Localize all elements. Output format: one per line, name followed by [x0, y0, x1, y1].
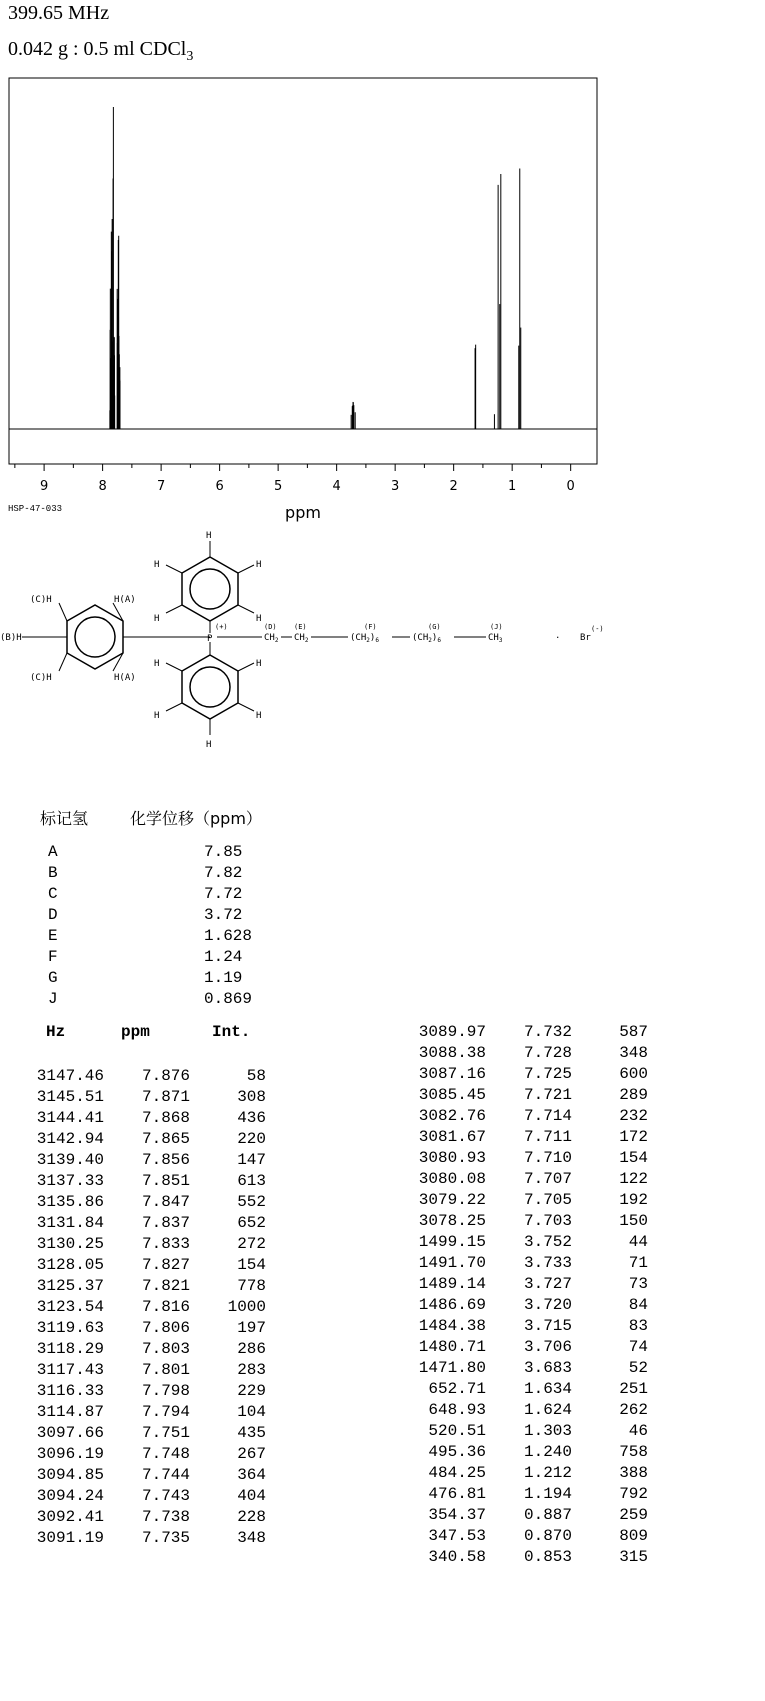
peak-int: 435 [237, 1424, 266, 1442]
peak-int: 84 [628, 1296, 648, 1314]
peak-hz: 3125.37 [36, 1277, 104, 1295]
positive-charge: (+) [215, 623, 228, 631]
peak-hz: 3088.38 [418, 1044, 486, 1062]
ch2-group-d: $CH_2$ [264, 633, 279, 644]
peak-row [18, 1487, 266, 1505]
peak-hz: 3135.86 [36, 1193, 104, 1211]
peak-hz: 3119.63 [36, 1319, 104, 1337]
phosphorus-atom: P [207, 634, 213, 644]
peak-row [18, 1298, 266, 1316]
shift-row-value: 7.72 [204, 885, 243, 903]
peak-row [18, 1529, 266, 1547]
peak-hz: 484.25 [428, 1464, 486, 1482]
spectrometer-frequency: 399.65 MHz [8, 2, 110, 24]
shift-row-value: 1.24 [204, 948, 243, 966]
peak-hz: 3131.84 [36, 1214, 104, 1232]
shift-row-label: G [48, 969, 58, 987]
peak-ppm: 7.744 [141, 1466, 190, 1484]
x-tick-label: 7 [156, 479, 166, 494]
peak-hz: 3082.76 [418, 1107, 486, 1125]
peak-row [400, 1422, 648, 1440]
peak-hz: 3139.40 [36, 1151, 104, 1169]
peak-hz: 3145.51 [36, 1088, 104, 1106]
peak-ppm: 1.624 [523, 1401, 572, 1419]
peak-row [18, 1235, 266, 1253]
h-atom: H [206, 740, 212, 750]
peak-int: 308 [237, 1088, 266, 1106]
peak-row [18, 1214, 266, 1232]
shift-row-label: C [48, 885, 58, 903]
peak-row [18, 1361, 266, 1379]
peak-ppm: 7.803 [141, 1340, 190, 1358]
h-label-c: (C)H [30, 595, 52, 605]
peak-hz: 3097.66 [36, 1424, 104, 1442]
peak-ppm: 7.833 [141, 1235, 190, 1253]
peak-row [400, 1212, 648, 1230]
peak-hz: 3078.25 [418, 1212, 486, 1230]
peak-hz: 652.71 [428, 1380, 486, 1398]
sample-description-subscript: 3 [186, 49, 194, 64]
peak-ppm: 7.751 [141, 1424, 190, 1442]
peak-int: 283 [237, 1361, 266, 1379]
peak-row [400, 1275, 648, 1293]
peak-row [400, 1464, 648, 1482]
peak-int: 229 [237, 1382, 266, 1400]
peak-int: 197 [237, 1319, 266, 1337]
peak-int: 220 [237, 1130, 266, 1148]
peak-ppm: 1.303 [523, 1422, 572, 1440]
peak-int: 1000 [227, 1298, 266, 1316]
shift-row-value: 0.869 [204, 990, 253, 1008]
peak-row [400, 1359, 648, 1377]
peak-int: 758 [619, 1443, 648, 1461]
peak-hz: 1471.80 [418, 1359, 486, 1377]
peak-hz: 1489.14 [418, 1275, 486, 1293]
peak-row [400, 1170, 648, 1188]
ion-pair-dot: . [555, 631, 561, 641]
peak-row [400, 1128, 648, 1146]
peak-ppm: 3.727 [523, 1275, 572, 1293]
peak-int: 652 [237, 1214, 266, 1232]
peak-ppm: 7.871 [141, 1088, 190, 1106]
nmr-spectrum-chart [0, 0, 765, 525]
peak-int: 267 [237, 1445, 266, 1463]
peak-int: 364 [237, 1466, 266, 1484]
peak-col-int-header: Int. [212, 1023, 251, 1041]
peak-ppm: 7.721 [523, 1086, 572, 1104]
h-atom: H [154, 711, 160, 721]
peak-int: 792 [619, 1485, 648, 1503]
peak-ppm: 1.240 [523, 1443, 572, 1461]
alkyl-chain [264, 623, 503, 644]
peak-int: 52 [628, 1359, 648, 1377]
spectrum-peaks-group [110, 107, 521, 429]
peak-ppm: 7.794 [141, 1403, 190, 1421]
chemical-structure [0, 525, 765, 790]
peak-int: 262 [619, 1401, 648, 1419]
peak-int: 192 [619, 1191, 648, 1209]
peak-row [18, 1151, 266, 1169]
peak-int: 232 [619, 1107, 648, 1125]
peak-ppm: 7.816 [141, 1298, 190, 1316]
peak-ppm: 7.837 [141, 1214, 190, 1232]
plot-frame [9, 78, 597, 464]
peak-hz: 3117.43 [36, 1361, 104, 1379]
peak-hz: 1499.15 [418, 1233, 486, 1251]
label-j: (J) [490, 623, 503, 631]
shift-row-label: E [48, 927, 58, 945]
peak-int: 388 [619, 1464, 648, 1482]
peak-hz: 476.81 [428, 1485, 486, 1503]
ch3-group-j: $CH_3$ [488, 633, 503, 644]
peak-int: 228 [237, 1508, 266, 1526]
peak-row [400, 1044, 648, 1062]
h-atom: H [206, 531, 212, 541]
phenyl-ring-bottom [154, 655, 261, 750]
peak-ppm: 7.748 [141, 1445, 190, 1463]
peak-ppm: 7.705 [523, 1191, 572, 1209]
h-label-a: H(A) [114, 595, 136, 605]
x-tick-label: 1 [508, 479, 517, 494]
peak-row [400, 1548, 648, 1566]
peak-row [400, 1380, 648, 1398]
peak-hz: 3079.22 [418, 1191, 486, 1209]
h-label-c: (C)H [30, 673, 52, 683]
peak-hz: 3080.93 [418, 1149, 486, 1167]
peak-hz: 3094.24 [36, 1487, 104, 1505]
peak-ppm: 7.821 [141, 1277, 190, 1295]
peak-int: 58 [246, 1067, 266, 1085]
peak-hz: 3114.87 [36, 1403, 104, 1421]
peak-ppm: 7.851 [141, 1172, 190, 1190]
shift-row-value: 7.85 [204, 843, 243, 861]
peak-hz: 3147.46 [36, 1067, 104, 1085]
h-atom: H [154, 614, 160, 624]
h-atom: H [256, 614, 262, 624]
label-d: (D) [264, 623, 277, 631]
peak-hz: 3123.54 [36, 1298, 104, 1316]
peak-ppm: 7.868 [141, 1109, 190, 1127]
bromide-ion: Br [580, 633, 591, 643]
peak-int: 122 [619, 1170, 648, 1188]
label-e: (E) [294, 623, 307, 631]
peak-ppm: 3.706 [523, 1338, 572, 1356]
peak-int: 172 [619, 1128, 648, 1146]
peak-ppm: 7.827 [141, 1256, 190, 1274]
peak-int: 46 [628, 1422, 648, 1440]
peak-row [18, 1445, 266, 1463]
peak-ppm: 7.710 [523, 1149, 572, 1167]
peak-row [400, 1296, 648, 1314]
peak-hz: 3085.45 [418, 1086, 486, 1104]
peak-col-hz-header: Hz [46, 1023, 66, 1041]
peak-ppm: 3.720 [523, 1296, 572, 1314]
peak-int: 600 [619, 1065, 648, 1083]
peak-int: 154 [619, 1149, 648, 1167]
shift-row-label: F [48, 948, 58, 966]
peak-int: 104 [237, 1403, 266, 1421]
peak-hz: 3130.25 [36, 1235, 104, 1253]
peak-int: 259 [619, 1506, 648, 1524]
peak-ppm: 3.715 [523, 1317, 572, 1335]
shift-row-label: A [48, 843, 58, 861]
peak-ppm: 3.733 [523, 1254, 572, 1272]
h-atom: H [154, 659, 160, 669]
x-tick-label: 9 [39, 479, 49, 494]
shift-row-label: B [48, 864, 58, 882]
label-f: (F) [364, 623, 377, 631]
peak-row [18, 1172, 266, 1190]
peak-int: 44 [628, 1233, 648, 1251]
peak-int: 150 [619, 1212, 648, 1230]
peak-hz: 347.53 [428, 1527, 486, 1545]
peak-int: 613 [237, 1172, 266, 1190]
shift-row-value: 1.628 [204, 927, 253, 945]
peak-row [400, 1485, 648, 1503]
peak-row [400, 1023, 648, 1041]
peak-ppm: 7.847 [141, 1193, 190, 1211]
peak-row [400, 1401, 648, 1419]
x-tick-label: 6 [215, 479, 224, 494]
peak-row [400, 1065, 648, 1083]
peak-hz: 3087.16 [418, 1065, 486, 1083]
peak-ppm: 7.865 [141, 1130, 190, 1148]
x-tick-label: 8 [98, 479, 107, 494]
peak-row [18, 1508, 266, 1526]
peak-ppm: 7.743 [141, 1487, 190, 1505]
peak-int: 71 [628, 1254, 648, 1272]
peak-ppm: 7.703 [523, 1212, 572, 1230]
peak-hz: 520.51 [428, 1422, 486, 1440]
peak-int: 809 [619, 1527, 648, 1545]
x-axis-ticks-group [9, 464, 597, 494]
peak-ppm: 7.801 [141, 1361, 190, 1379]
peak-hz: 3081.67 [418, 1128, 486, 1146]
peak-row [18, 1340, 266, 1358]
peak-row [18, 1382, 266, 1400]
peak-row [400, 1254, 648, 1272]
peak-hz: 3144.41 [36, 1109, 104, 1127]
peak-ppm: 7.806 [141, 1319, 190, 1337]
shift-row-label: D [48, 906, 58, 924]
peak-hz: 1486.69 [418, 1296, 486, 1314]
h-atom: H [256, 560, 262, 570]
peak-ppm: 3.683 [523, 1359, 572, 1377]
peak-row [400, 1317, 648, 1335]
h-atom: H [154, 560, 160, 570]
peak-int: 289 [619, 1086, 648, 1104]
peak-row [18, 1130, 266, 1148]
peak-hz: 648.93 [428, 1401, 486, 1419]
peak-int: 251 [619, 1380, 648, 1398]
peak-hz: 354.37 [428, 1506, 486, 1524]
label-g: (G) [428, 623, 441, 631]
peak-ppm: 7.732 [523, 1023, 572, 1041]
peak-ppm: 7.798 [141, 1382, 190, 1400]
peak-int: 348 [237, 1529, 266, 1547]
h-label-a: H(A) [114, 673, 136, 683]
peak-hz: 3080.08 [418, 1170, 486, 1188]
shift-table-shift-header: 化学位移（ppm） [130, 809, 262, 828]
peak-ppm: 7.728 [523, 1044, 572, 1062]
shift-row-value: 7.82 [204, 864, 243, 882]
peak-hz: 3116.33 [36, 1382, 104, 1400]
peak-hz: 1480.71 [418, 1338, 486, 1356]
peak-ppm: 0.853 [523, 1548, 572, 1566]
peak-int: 286 [237, 1340, 266, 1358]
peak-int: 436 [237, 1109, 266, 1127]
peak-row [18, 1277, 266, 1295]
peak-int: 404 [237, 1487, 266, 1505]
peak-hz: 3096.19 [36, 1445, 104, 1463]
peak-hz: 495.36 [428, 1443, 486, 1461]
peak-row [18, 1256, 266, 1274]
peak-ppm: 7.738 [141, 1508, 190, 1526]
negative-charge: (-) [591, 625, 604, 633]
peak-row [400, 1443, 648, 1461]
peak-int: 74 [628, 1338, 648, 1356]
peak-row [18, 1109, 266, 1127]
peak-int: 154 [237, 1256, 266, 1274]
peak-col-ppm-header: ppm [121, 1023, 150, 1041]
peak-ppm: 7.735 [141, 1529, 190, 1547]
h-label-b: (B)H [0, 633, 22, 643]
peak-hz: 3142.94 [36, 1130, 104, 1148]
peak-int: 348 [619, 1044, 648, 1062]
shift-row-value: 1.19 [204, 969, 243, 987]
peak-int: 552 [237, 1193, 266, 1211]
peak-row [18, 1424, 266, 1442]
shift-row-label: J [48, 990, 58, 1008]
peak-ppm: 7.725 [523, 1065, 572, 1083]
x-tick-label: 5 [273, 479, 283, 494]
peak-int: 272 [237, 1235, 266, 1253]
peak-row [18, 1319, 266, 1337]
peak-hz: 1491.70 [418, 1254, 486, 1272]
peak-int: 147 [237, 1151, 266, 1169]
peak-row [400, 1527, 648, 1545]
shift-table-label-header: 标记氢 [40, 809, 89, 828]
peak-int: 587 [619, 1023, 648, 1041]
peak-row [18, 1193, 266, 1211]
peak-ppm: 1.194 [523, 1485, 572, 1503]
peak-row [400, 1233, 648, 1251]
peak-row [18, 1088, 266, 1106]
h-atom: H [256, 659, 262, 669]
peak-hz: 3137.33 [36, 1172, 104, 1190]
peak-hz: 1484.38 [418, 1317, 486, 1335]
peak-ppm: 3.752 [523, 1233, 572, 1251]
peak-ppm: 7.876 [141, 1067, 190, 1085]
peak-row [400, 1149, 648, 1167]
peak-hz: 3128.05 [36, 1256, 104, 1274]
peak-hz: 3091.19 [36, 1529, 104, 1547]
ch2-group-g: $(CH_2)_6$ [412, 633, 441, 644]
peak-row [400, 1506, 648, 1524]
x-tick-label: 3 [391, 479, 400, 494]
shift-row-value: 3.72 [204, 906, 243, 924]
phenyl-ring-top [154, 531, 261, 624]
peak-row [18, 1067, 266, 1085]
peak-row [400, 1086, 648, 1104]
x-tick-label: 4 [332, 479, 341, 494]
peak-hz: 3092.41 [36, 1508, 104, 1526]
peak-ppm: 0.870 [523, 1527, 572, 1545]
sample-id: HSP-47-033 [8, 504, 63, 514]
peak-ppm: 7.707 [523, 1170, 572, 1188]
sample-description-text: 0.042 g : 0.5 ml CDCl [8, 38, 187, 60]
peak-row [18, 1466, 266, 1484]
peak-hz: 340.58 [428, 1548, 486, 1566]
peak-hz: 3094.85 [36, 1466, 104, 1484]
ch2-group-f: $(CH_2)_6$ [350, 633, 379, 644]
peak-row [18, 1403, 266, 1421]
peak-hz: 3089.97 [418, 1023, 486, 1041]
peak-row [400, 1191, 648, 1209]
peak-ppm: 1.634 [523, 1380, 572, 1398]
x-tick-label: 0 [566, 479, 575, 494]
peak-hz: 3118.29 [36, 1340, 104, 1358]
peak-ppm: 7.711 [523, 1128, 572, 1146]
ch2-group-e: $CH_2$ [294, 633, 309, 644]
peak-int: 73 [628, 1275, 648, 1293]
peak-ppm: 7.856 [141, 1151, 190, 1169]
peak-int: 83 [628, 1317, 648, 1335]
h-atom: H [256, 711, 262, 721]
peak-int: 778 [237, 1277, 266, 1295]
x-axis-label: ppm [285, 503, 321, 522]
peak-row [400, 1338, 648, 1356]
peak-int: 315 [619, 1548, 648, 1566]
peak-row [400, 1107, 648, 1125]
x-tick-label: 2 [449, 479, 458, 494]
peak-ppm: 7.714 [523, 1107, 572, 1125]
peak-ppm: 0.887 [523, 1506, 572, 1524]
peak-ppm: 1.212 [523, 1464, 572, 1482]
